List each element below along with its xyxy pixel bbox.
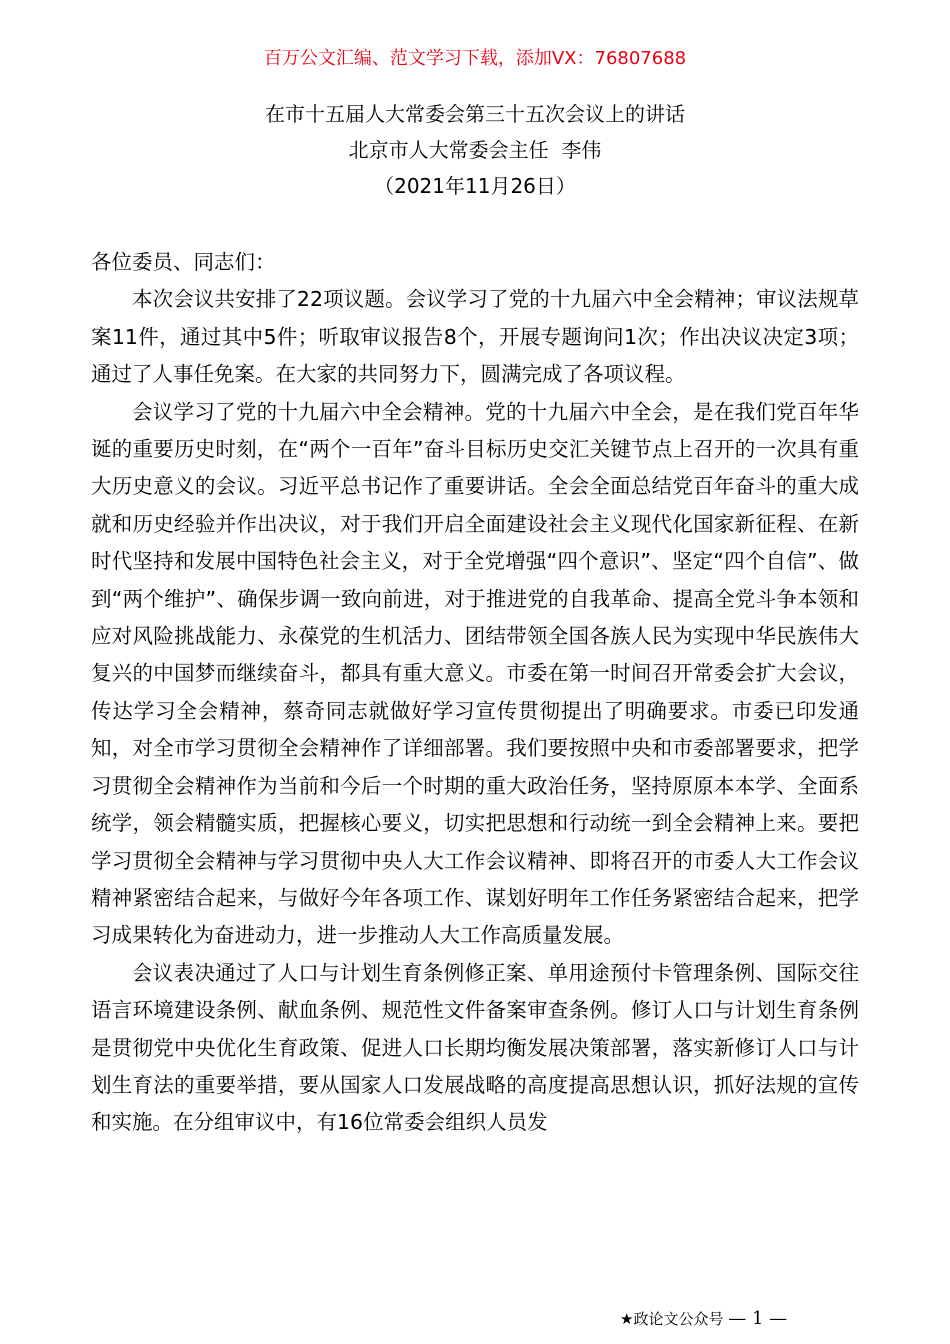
page-footer	[620, 1308, 880, 1330]
speech-title: 在市十五届人大常委会第三十五次会议上的讲话	[265, 102, 685, 126]
paragraph: 本次会议共安排了22项议题。会议学习了党的十九届六中全会精神；审议法规草案11件，通过其中5件；听取审议报告8个，开展专题询问1次；作出决议决定3项；通过了人事任免案。在大家的共同努力下，圆满完成了各项议程。	[91, 287, 859, 387]
speech-body	[91, 244, 859, 1142]
download-banner: 百万公文汇编、范文学习下载，添加VX：76807688	[263, 48, 687, 69]
speech-date: （2021年11月26日）	[374, 174, 576, 198]
page-number: — 1 —	[728, 1308, 788, 1329]
footer-source: ★政论文公众号	[620, 1310, 724, 1328]
salutation: 各位委员、同志们：	[91, 250, 276, 274]
paragraph: 会议学习了党的十九届六中全会精神。党的十九届六中全会，是在我们党百年华诞的重要历史时刻，在“两个一百年”奋斗目标历史交汇关键节点上召开的一次具有重大历史意义的会议。习近平总书记作了重要讲话。全会全面总结党百年奋斗的重大成就和历史经验并作出决议，对于我们开启全面建设社会主义现代化国家新征程、在新时代坚持和发展中国特色社会主义，对于全党增强“四个意识”、坚定“四个自信”、做到“两个维护”、确保步调一致向前进，对于推进党的自我革命、提高全党斗争本领和应对风险挑战能力、永葆党的生机活力、团结带领全国各族人民为实现中华民族伟大复兴的中国梦而继续奋斗，都具有重大意义。市委在第一时间召开常委会扩大会议，传达学习全会精神，蔡奇同志就做好学习宣传贯彻提出了明确要求。市委已印发通知，对全市学习贯彻全会精神作了详细部署。我们要按照中央和市委部署要求，把学习贯彻全会精神作为当前和今后一个时期的重大政治任务，坚持原原本本学、全面系统学，领会精髓实质，把握核心要义，切实把思想和行动统一到全会精神上来。要把学习贯彻全会精神与学习贯彻中央人大工作会议精神、即将召开的市委人大工作会议精神紧密结合起来，与做好今年各项工作、谋划好明年工作任务紧密结合起来，把学习成果转化为奋进动力，进一步推动人大工作高质量发展。	[91, 399, 859, 948]
speaker-line: 北京市人大常委会主任 李伟	[348, 138, 602, 162]
paragraph: 会议表决通过了人口与计划生育条例修正案、单用途预付卡管理条例、国际交往语言环境建设条例、献血条例、规范性文件备案审查条例。修订人口与计划生育条例是贯彻党中央优化生育政策、促进人口长期均衡发展决策部署，落实新修订人口与计划生育法的重要举措，要从国家人口发展战略的高度提高思想认识，抓好法规的宣传和实施。在分组审议中，有16位常委会组织人员发	[91, 960, 859, 1135]
